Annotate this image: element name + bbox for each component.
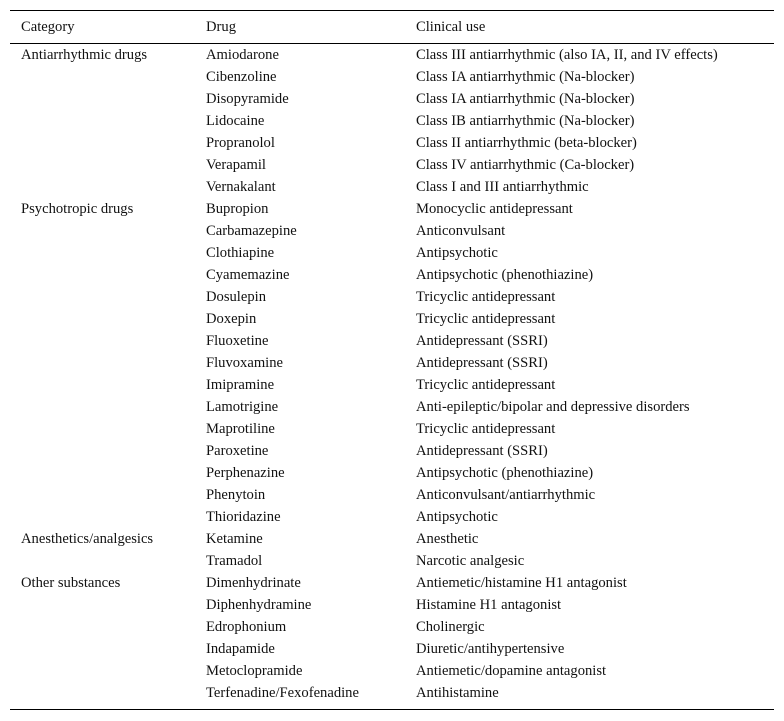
cell-clinical-use: Tricyclic antidepressant bbox=[416, 377, 556, 393]
cell-clinical-use: Anticonvulsant/antiarrhythmic bbox=[416, 487, 596, 503]
table-row bbox=[10, 374, 774, 396]
header-drug: Drug bbox=[206, 19, 236, 35]
cell-clinical-use: Monocyclic antidepressant bbox=[416, 201, 573, 217]
cell-category: Anesthetics/analgesics bbox=[21, 531, 154, 547]
cell-clinical-use: Antipsychotic (phenothiazine) bbox=[416, 465, 594, 481]
cell-drug: Disopyramide bbox=[206, 91, 289, 107]
table-row bbox=[10, 638, 774, 660]
cell-drug: Verapamil bbox=[206, 157, 266, 173]
cell-clinical-use: Class IA antiarrhythmic (Na-blocker) bbox=[416, 69, 635, 85]
cell-drug: Edrophonium bbox=[206, 619, 287, 635]
cell-clinical-use: Antipsychotic bbox=[416, 509, 498, 525]
cell-drug: Phenytoin bbox=[206, 487, 266, 503]
cell-drug: Cyamemazine bbox=[206, 267, 290, 283]
header-category: Category bbox=[21, 19, 75, 35]
table-row bbox=[10, 132, 774, 154]
table-row bbox=[10, 66, 774, 88]
cell-clinical-use: Class IB antiarrhythmic (Na-blocker) bbox=[416, 113, 635, 129]
cell-clinical-use: Anticonvulsant bbox=[416, 223, 506, 239]
cell-clinical-use: Anti-epileptic/bipolar and depressive disorders bbox=[416, 399, 690, 415]
table-row bbox=[10, 462, 774, 484]
table-row bbox=[10, 484, 774, 506]
cell-drug: Fluoxetine bbox=[206, 333, 269, 349]
cell-clinical-use: Narcotic analgesic bbox=[416, 553, 525, 569]
table-row bbox=[10, 220, 774, 242]
table-row bbox=[10, 352, 774, 374]
cell-clinical-use: Antidepressant (SSRI) bbox=[416, 355, 548, 371]
cell-drug: Perphenazine bbox=[206, 465, 285, 481]
cell-clinical-use: Class III antiarrhythmic (also IA, II, and IV effects) bbox=[416, 47, 718, 63]
cell-drug: Doxepin bbox=[206, 311, 257, 327]
table-row bbox=[10, 88, 774, 110]
cell-category: Antiarrhythmic drugs bbox=[21, 47, 148, 63]
cell-clinical-use: Class IA antiarrhythmic (Na-blocker) bbox=[416, 91, 635, 107]
cell-drug: Maprotiline bbox=[206, 421, 275, 437]
cell-drug: Fluvoxamine bbox=[206, 355, 284, 371]
cell-clinical-use: Antipsychotic (phenothiazine) bbox=[416, 267, 594, 283]
cell-drug: Metoclopramide bbox=[206, 663, 303, 679]
table-row bbox=[10, 176, 774, 198]
table-row bbox=[10, 198, 774, 220]
cell-drug: Vernakalant bbox=[206, 179, 276, 195]
table-row bbox=[10, 286, 774, 308]
table-row bbox=[10, 418, 774, 440]
table-row bbox=[10, 682, 774, 704]
cell-drug: Amiodarone bbox=[206, 47, 279, 63]
cell-drug: Dosulepin bbox=[206, 289, 266, 305]
cell-clinical-use: Diuretic/antihypertensive bbox=[416, 641, 565, 657]
table-row bbox=[10, 44, 774, 66]
cell-drug: Lidocaine bbox=[206, 113, 265, 129]
cell-clinical-use: Class IV antiarrhythmic (Ca-blocker) bbox=[416, 157, 635, 173]
table-row bbox=[10, 440, 774, 462]
header-clinical-use: Clinical use bbox=[416, 19, 486, 35]
cell-drug: Diphenhydramine bbox=[206, 597, 312, 613]
cell-drug: Lamotrigine bbox=[206, 399, 279, 415]
cell-clinical-use: Class I and III antiarrhythmic bbox=[416, 179, 589, 195]
cell-drug: Dimenhydrinate bbox=[206, 575, 301, 591]
table-bottom-rule bbox=[10, 709, 774, 710]
cell-clinical-use: Tricyclic antidepressant bbox=[416, 311, 556, 327]
cell-clinical-use: Class II antiarrhythmic (beta-blocker) bbox=[416, 135, 637, 151]
cell-clinical-use: Antidepressant (SSRI) bbox=[416, 333, 548, 349]
cell-clinical-use: Antiemetic/histamine H1 antagonist bbox=[416, 575, 627, 591]
cell-clinical-use: Tricyclic antidepressant bbox=[416, 289, 556, 305]
table-row bbox=[10, 550, 774, 572]
table-row bbox=[10, 242, 774, 264]
table-row bbox=[10, 396, 774, 418]
table-row bbox=[10, 110, 774, 132]
cell-category: Psychotropic drugs bbox=[21, 201, 134, 217]
cell-drug: Propranolol bbox=[206, 135, 275, 151]
table-row bbox=[10, 506, 774, 528]
cell-clinical-use: Cholinergic bbox=[416, 619, 485, 635]
cell-clinical-use: Anesthetic bbox=[416, 531, 479, 547]
table-row bbox=[10, 594, 774, 616]
cell-clinical-use: Antihistamine bbox=[416, 685, 499, 701]
cell-category: Other substances bbox=[21, 575, 121, 591]
table-row bbox=[10, 616, 774, 638]
table-row bbox=[10, 308, 774, 330]
cell-clinical-use: Antipsychotic bbox=[416, 245, 498, 261]
cell-clinical-use: Tricyclic antidepressant bbox=[416, 421, 556, 437]
cell-drug: Terfenadine/Fexofenadine bbox=[206, 685, 359, 701]
cell-drug: Bupropion bbox=[206, 201, 269, 217]
cell-clinical-use: Antidepressant (SSRI) bbox=[416, 443, 548, 459]
cell-drug: Carbamazepine bbox=[206, 223, 297, 239]
table-row bbox=[10, 264, 774, 286]
table-row bbox=[10, 660, 774, 682]
cell-drug: Indapamide bbox=[206, 641, 275, 657]
cell-drug: Clothiapine bbox=[206, 245, 275, 261]
table-top-rule bbox=[10, 10, 774, 11]
cell-drug: Thioridazine bbox=[206, 509, 281, 525]
table-row bbox=[10, 572, 774, 594]
table-row bbox=[10, 154, 774, 176]
cell-clinical-use: Antiemetic/dopamine antagonist bbox=[416, 663, 607, 679]
table-row bbox=[10, 528, 774, 550]
cell-drug: Imipramine bbox=[206, 377, 275, 393]
drug-table bbox=[10, 10, 774, 711]
cell-clinical-use: Histamine H1 antagonist bbox=[416, 597, 562, 613]
cell-drug: Paroxetine bbox=[206, 443, 269, 459]
cell-drug: Tramadol bbox=[206, 553, 263, 569]
cell-drug: Ketamine bbox=[206, 531, 263, 547]
cell-drug: Cibenzoline bbox=[206, 69, 277, 85]
table-header-row bbox=[10, 16, 774, 38]
table-row bbox=[10, 330, 774, 352]
